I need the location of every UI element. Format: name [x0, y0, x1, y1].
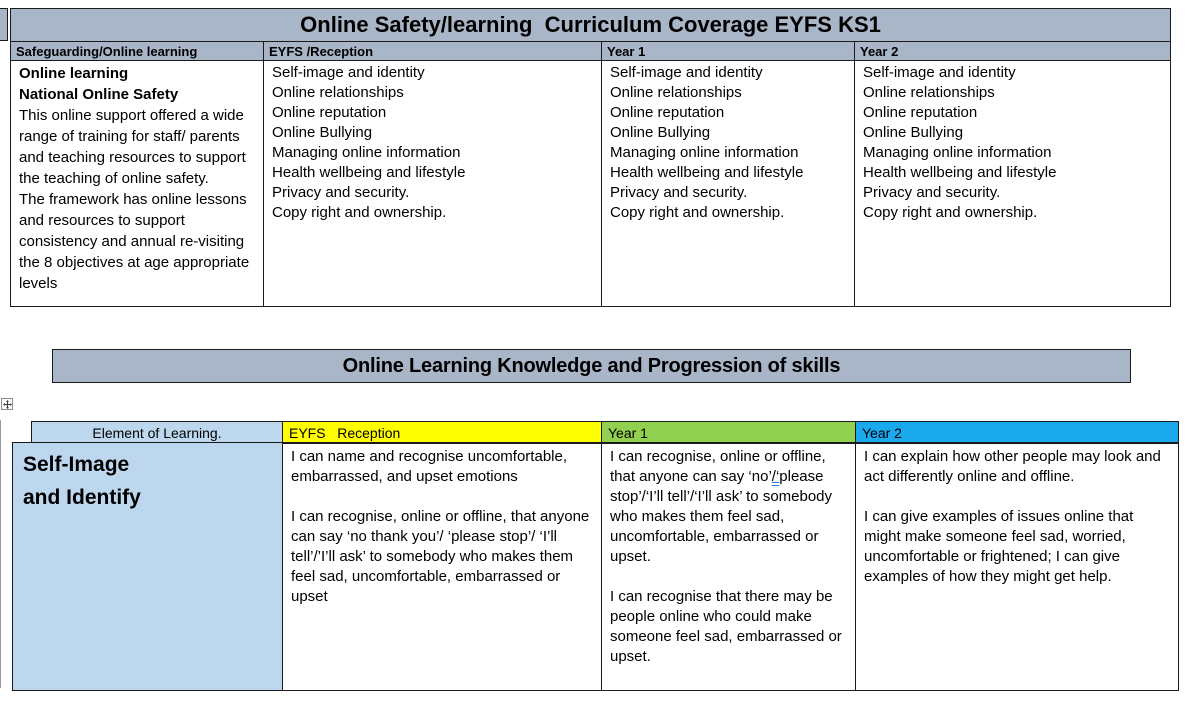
- strand-item: Health wellbeing and lifestyle: [610, 164, 804, 181]
- strand-item: Managing online information: [272, 144, 461, 161]
- element-label-line1: Self-Image: [23, 453, 130, 476]
- year1-paragraph-text: I can recognise, online or offline, that anyone can say ‘no’: [610, 448, 826, 485]
- header-year2: Year 2: [856, 422, 1179, 444]
- eyfs-skill-paragraph-1: I can name and recognise uncomfortable, embarrassed, and upset emotions: [291, 448, 567, 485]
- self-image-row: [13, 443, 1179, 691]
- table1-title: Online Safety/learning Curriculum Coverage EYFS KS1: [11, 9, 1171, 42]
- strand-item: Managing online information: [863, 144, 1052, 161]
- year2-skills-cell: [856, 443, 1179, 691]
- year1-skills-cell: [602, 443, 856, 691]
- strand-item: Managing online information: [610, 144, 799, 161]
- strand-item: Online reputation: [863, 104, 978, 121]
- year1-strands-cell: [602, 61, 855, 307]
- section-banner-title: Online Learning Knowledge and Progression of skills: [342, 354, 841, 377]
- year1-paragraph-text: please stop’/‘I’ll tell’/‘I’ll ask’ to somebody who makes them feel sad, uncomfortable, embarrassed or upset.: [610, 468, 833, 565]
- strand-item: Self-image and identity: [863, 64, 1016, 81]
- element-label-line2: and Identify: [23, 486, 141, 509]
- safeguarding-paragraph-1: This online support offered a wide range of training for staff/ parents and teaching resources to support the teaching of online safety.: [19, 107, 246, 187]
- table1-header-row: [11, 42, 1171, 61]
- strand-item: Online relationships: [610, 84, 742, 101]
- strand-item: Online Bullying: [863, 124, 964, 141]
- strand-item: Health wellbeing and lifestyle: [863, 164, 1057, 181]
- year2-skill-paragraph-2: I can give examples of issues online that might make someone feel sad, worried, uncomfortable or frightened; I can give examples of how they might get help.: [864, 508, 1134, 585]
- eyfs-skill-paragraph-2: I can recognise, online or offline, that anyone can say ‘no thank you’/ ‘please stop’/ ‘I’ll tell’/’I’ll ask’ to somebody who makes them feel sad, uncomfortable, embarrassed or upset: [291, 508, 590, 605]
- strand-item: Online Bullying: [272, 124, 373, 141]
- header-year2: Year 2: [855, 42, 1171, 61]
- safeguarding-paragraph-2: The framework has online lessons and resources to support consistency and annual re-visiting the 8 objectives at age appropriate levels: [19, 191, 250, 292]
- curriculum-coverage-table: [10, 8, 1171, 307]
- table1-title-row: [11, 9, 1171, 42]
- strand-item: Copy right and ownership.: [272, 204, 447, 221]
- clipped-table-edge: [0, 8, 8, 41]
- year1-skill-paragraph-1: [610, 447, 847, 567]
- header-year1: Year 1: [602, 42, 855, 61]
- header-year1: Year 1: [602, 422, 856, 444]
- strand-item: Health wellbeing and lifestyle: [272, 164, 466, 181]
- section-banner: [52, 349, 1131, 383]
- strand-item: Online relationships: [863, 84, 995, 101]
- table1-body-row: [11, 61, 1171, 307]
- online-learning-heading: Online learning: [19, 65, 129, 82]
- strand-item: Self-image and identity: [272, 64, 425, 81]
- strand-item: Online Bullying: [610, 124, 711, 141]
- strand-item: Online relationships: [272, 84, 404, 101]
- strand-item: Online reputation: [610, 104, 725, 121]
- strand-item: Privacy and security.: [610, 184, 748, 201]
- progression-table-body: [12, 442, 1179, 691]
- header-eyfs-reception: EYFS Reception: [283, 422, 602, 444]
- element-label-cell: [13, 443, 283, 691]
- year2-skill-paragraph-1: I can explain how other people may look and act differently online and offline.: [864, 448, 1161, 485]
- grammar-underline-mark: /‘: [771, 468, 780, 485]
- national-online-safety-heading: National Online Safety: [19, 86, 179, 103]
- eyfs-strands-cell: [264, 61, 602, 307]
- strand-item: Online reputation: [272, 104, 387, 121]
- strand-item: Copy right and ownership.: [863, 204, 1038, 221]
- year1-skill-paragraph-2: I can recognise that there may be people online who could make someone feel sad, embarrassed or upset.: [610, 588, 842, 665]
- strand-item: Privacy and security.: [863, 184, 1001, 201]
- table-move-handle-icon[interactable]: [1, 398, 13, 410]
- strand-item: Privacy and security.: [272, 184, 410, 201]
- header-safeguarding: Safeguarding/Online learning: [11, 42, 264, 61]
- safeguarding-cell: [11, 61, 264, 307]
- header-eyfs-reception: EYFS /Reception: [264, 42, 602, 61]
- four-way-arrow-icon: [3, 400, 12, 409]
- progression-table-header: [31, 421, 1179, 444]
- strand-item: Copy right and ownership.: [610, 204, 785, 221]
- table2-header-row: [32, 422, 1179, 444]
- strand-item: Self-image and identity: [610, 64, 763, 81]
- header-element-of-learning: Element of Learning.: [32, 422, 283, 444]
- eyfs-skills-cell: [283, 443, 602, 691]
- clipped-page-edge-line: [0, 420, 1, 688]
- year2-strands-cell: [855, 61, 1171, 307]
